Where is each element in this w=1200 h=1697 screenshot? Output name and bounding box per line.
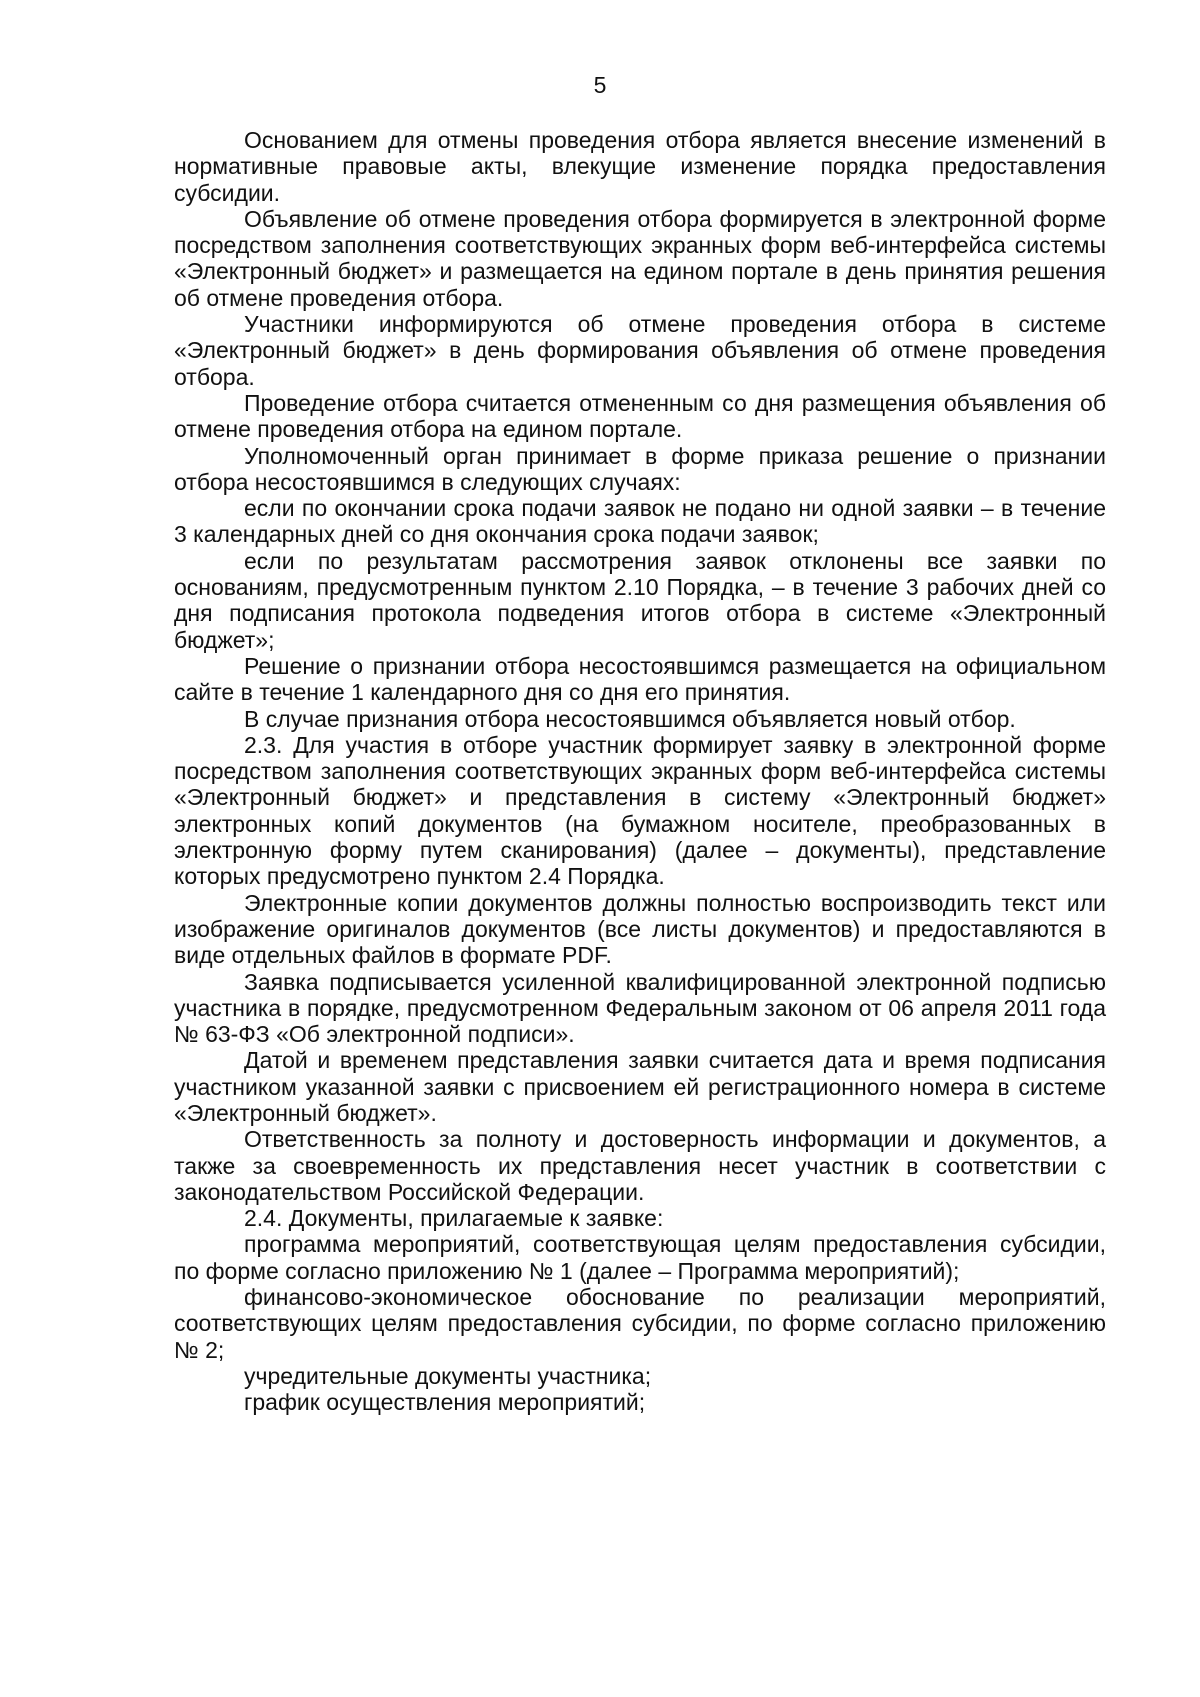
- paragraph: Датой и временем представления заявки считается дата и время подписания участником указанной заявки с присвоением ей регистрационного номера в системе «Электронный бюджет».: [174, 1047, 1106, 1126]
- paragraph: Электронные копии документов должны полностью воспроизводить текст или изображение оригиналов документов (все листы документов) и предоставляются в виде отдельных файлов в формате PDF.: [174, 889, 1106, 969]
- paragraph: Основанием для отмены проведения отбора является внесение изменений в нормативные правовые акты, влекущие изменение порядка предоставления субсидии.: [174, 127, 1106, 206]
- paragraph: Заявка подписывается усиленной квалифицированной электронной подписью участника в порядке, предусмотренном Федеральным законом от 06 апреля 2011 года № 63-ФЗ «Об электронной подписи».: [174, 968, 1106, 1048]
- paragraph: В случае признания отбора несостоявшимся объявляется новый отбор.: [244, 705, 1016, 732]
- document-body: [174, 127, 1106, 1416]
- list-item: если по результатам рассмотрения заявок отклонены все заявки по основаниям, предусмотренным пунктом 2.10 Порядка, – в течение 3 рабочих дней со дня подписания протокола подведения итогов отбора в системе «Электронный бюджет»;: [174, 547, 1106, 653]
- list-item: график осуществления мероприятий;: [244, 1389, 646, 1416]
- section-paragraph-2-3: 2.3. Для участия в отборе участник формирует заявку в электронной форме посредством заполнения соответствующих экранных форм веб-интерфейса системы «Электронный бюджет» и представления в систему «Электронный бюджет» электронных копий документов (на бумажном носителе, преобразованных в электронную форму путем сканирования) (далее – документы), представление которых предусмотрено пунктом 2.4 Порядка.: [174, 731, 1106, 890]
- paragraph: Участники информируются об отмене проведения отбора в системе «Электронный бюджет» в день формирования объявления об отмене проведения отбора.: [174, 311, 1106, 390]
- paragraph: Уполномоченный орган принимает в форме приказа решение о признании отбора несостоявшимся в следующих случаях:: [174, 442, 1106, 495]
- list-item: финансово-экономическое обоснование по реализации мероприятий, соответствующих целям предоставления субсидии, по форме согласно приложению № 2;: [174, 1284, 1106, 1363]
- paragraph: Объявление об отмене проведения отбора формируется в электронной форме посредством заполнения соответствующих экранных форм веб-интерфейса системы «Электронный бюджет» и размещается на едином портале в день принятия решения об отмене проведения отбора.: [174, 205, 1106, 311]
- paragraph: Решение о признании отбора несостоявшимся размещается на официальном сайте в течение 1 календарного дня со дня его принятия.: [174, 652, 1106, 706]
- list-item: если по окончании срока подачи заявок не подано ни одной заявки – в течение 3 календарных дней со дня окончания срока подачи заявок;: [174, 495, 1106, 548]
- paragraph: Ответственность за полноту и достоверность информации и документов, а также за своевременность их представления несет участник в соответствии с законодательством Российской Федерации.: [174, 1126, 1106, 1205]
- list-item: программа мероприятий, соответствующая целям предоставления субсидии, по форме согласно приложению № 1 (далее – Программа мероприятий);: [174, 1231, 1106, 1284]
- section-heading-2-4: 2.4. Документы, прилагаемые к заявке:: [244, 1205, 664, 1232]
- paragraph: Проведение отбора считается отмененным со дня размещения объявления об отмене проведения отбора на едином портале.: [174, 389, 1106, 443]
- list-item: учредительные документы участника;: [244, 1362, 652, 1389]
- page-number: 5: [593, 72, 607, 98]
